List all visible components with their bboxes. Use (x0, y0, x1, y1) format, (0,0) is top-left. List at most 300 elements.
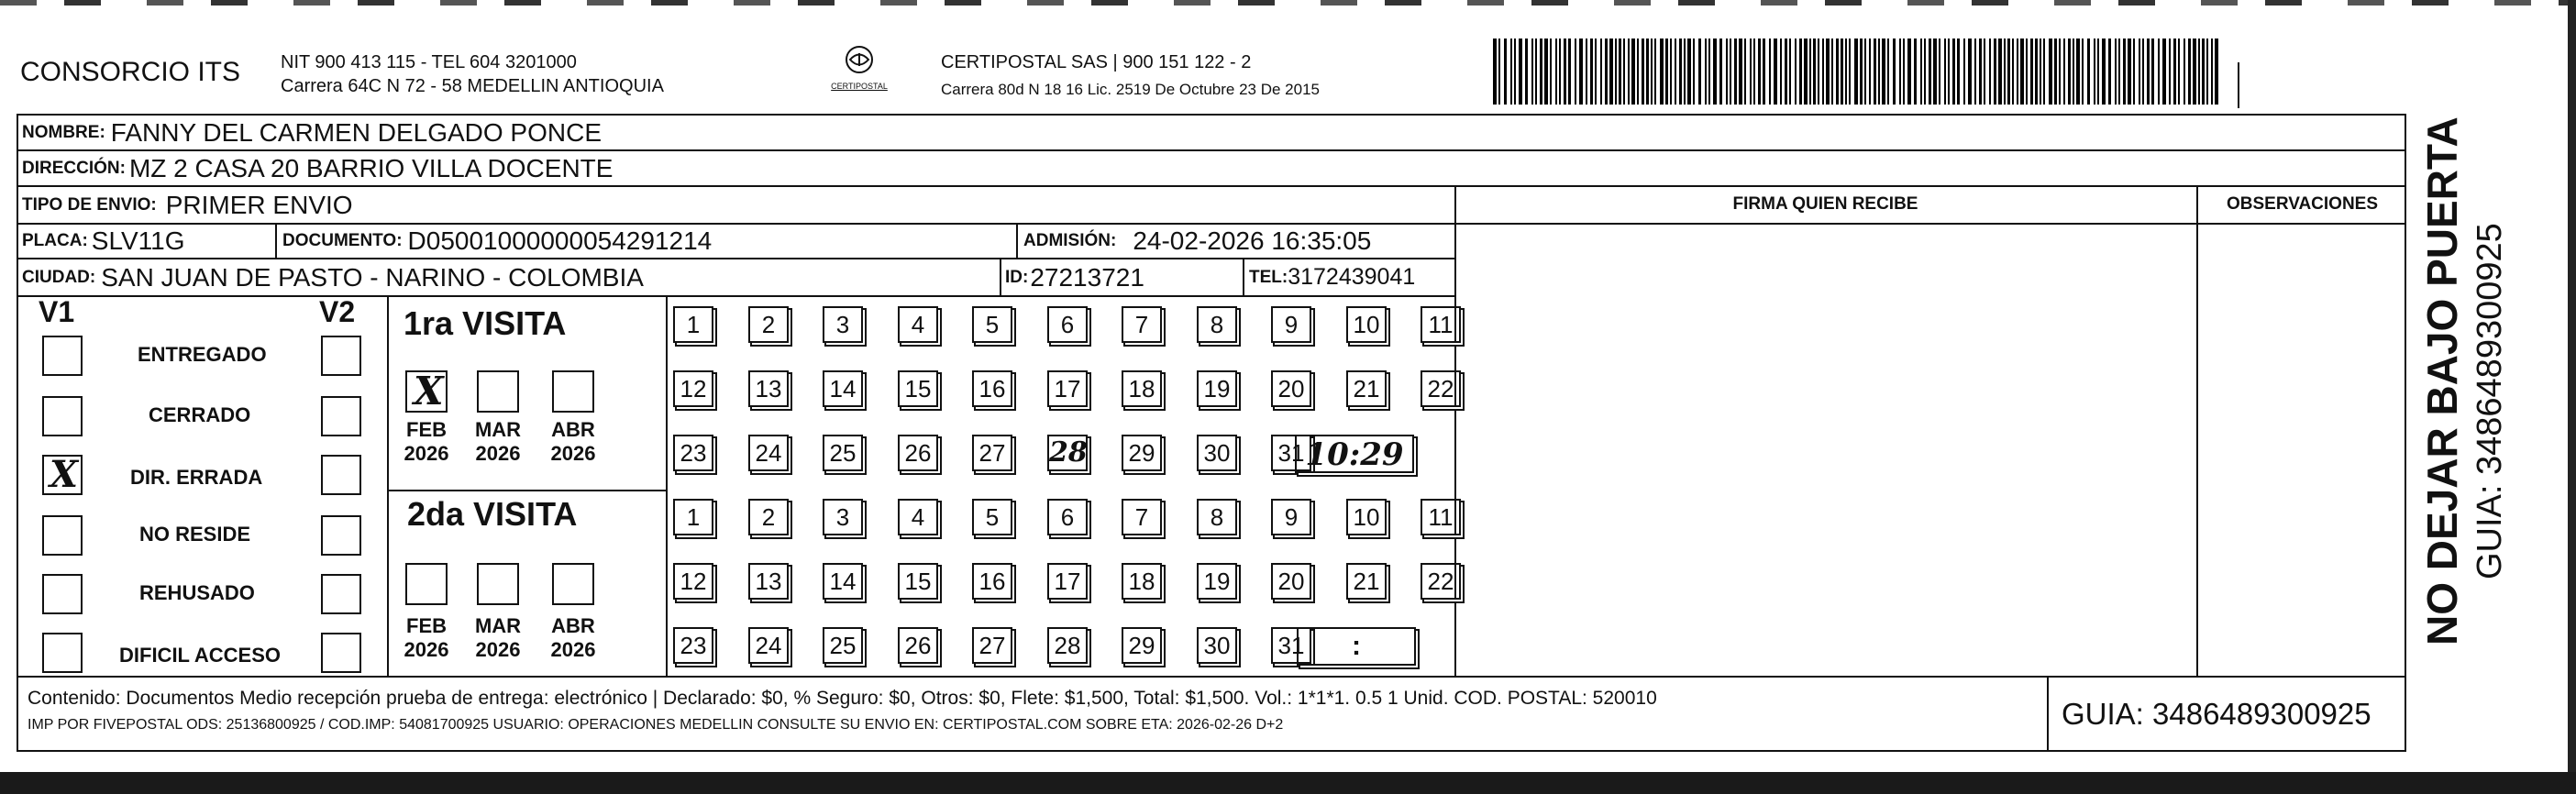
visit1-day-number: 6 (1060, 311, 1075, 338)
barcode-tick (2238, 62, 2239, 108)
visit2-day-number: 8 (1210, 503, 1224, 531)
barcode-bar (1744, 39, 1746, 105)
visit1-day-number: 18 (1128, 375, 1155, 403)
v2-entregado-checkbox[interactable] (321, 336, 361, 376)
visit2-day-box[interactable] (748, 499, 789, 535)
visit1-day-box[interactable] (1197, 306, 1237, 343)
tipo-value: PRIMER ENVIO (165, 190, 353, 219)
visit2-day-number: 4 (911, 503, 925, 531)
tipo-row (22, 187, 353, 223)
visit1-day-box[interactable] (1122, 306, 1162, 343)
visit2-abr-label (541, 614, 605, 662)
barcode-bar (1660, 39, 1664, 105)
barcode-bar (1864, 39, 1866, 105)
visit2-day-number: 30 (1203, 632, 1231, 659)
visit1-feb-box[interactable] (405, 370, 448, 413)
barcode-bar (1920, 39, 1922, 105)
visit2-mar-label (466, 614, 530, 662)
v1-dir-errada-checkbox[interactable] (42, 455, 83, 495)
visit2-day-box[interactable] (1271, 563, 1311, 600)
visit2-day-box[interactable] (898, 627, 938, 664)
visit2-time: : (1352, 631, 1361, 661)
barcode-bar (1693, 39, 1695, 105)
visit2-abr-box[interactable] (552, 563, 594, 605)
visit1-abr-box[interactable] (552, 370, 594, 413)
v2-label: V2 (319, 295, 356, 328)
v2-cerrado-checkbox[interactable] (321, 396, 361, 436)
barcode-bar (2178, 39, 2180, 105)
ciudad-row (22, 259, 644, 295)
visit2-day-number: 11 (1428, 503, 1454, 531)
visit1-day-box[interactable] (823, 306, 863, 343)
side-guia: GUIA: 3486489300925 (2471, 223, 2509, 579)
barcode-bar (2012, 39, 2014, 105)
barcode-bar (1878, 39, 1880, 105)
visit2-day-number: 19 (1203, 568, 1231, 595)
barcode-bar (2128, 39, 2131, 105)
visit1-day-number: 8 (1210, 311, 1224, 338)
barcode-bar (1623, 39, 1625, 105)
visit2-day-box[interactable] (1197, 499, 1237, 535)
barcode-bar (2151, 39, 2154, 105)
company-nit: NIT 900 413 115 - TEL 604 3201000 (281, 52, 577, 72)
barcode-bar (2049, 39, 2052, 105)
visit1-day-box[interactable] (748, 435, 789, 471)
barcode-bar (1860, 39, 1863, 105)
visit2-feb-box[interactable] (405, 563, 448, 605)
barcode-bar (1924, 39, 1926, 105)
barcode-bar (1785, 39, 1787, 105)
visit2-day-number: 24 (755, 632, 782, 659)
barcode-bar (1708, 39, 1710, 105)
visit1-day-number: 4 (911, 311, 925, 338)
barcode-bar (2206, 39, 2208, 105)
company-name: CONSORCIO ITS (20, 57, 241, 87)
barcode-bar (1504, 39, 1507, 105)
barcode-bar (1963, 39, 1965, 105)
top-edge-marks (0, 0, 2576, 6)
barcode-bar (2139, 39, 2140, 105)
barcode-bar (1730, 39, 1731, 105)
visit2-title: 2da VISITA (407, 495, 578, 533)
barcode-bar (1698, 39, 1701, 105)
v1-label: V1 (39, 295, 75, 328)
barcode-bar (2007, 39, 2010, 105)
barcode-bar (1809, 39, 1811, 105)
visit1-day-box[interactable] (898, 370, 938, 407)
barcode-bar (1726, 39, 1728, 105)
visit1-day-number: 14 (829, 375, 857, 403)
barcode (1493, 39, 2227, 105)
barcode-bar (2087, 39, 2090, 105)
visit2-day-box[interactable] (972, 499, 1012, 535)
visit1-day-box[interactable] (1197, 370, 1237, 407)
barcode-bar (1498, 39, 1500, 105)
barcode-bar (2035, 39, 2038, 105)
barcode-bar (1903, 39, 1905, 105)
barcode-bar (1510, 39, 1512, 105)
divider-admision (1016, 223, 1018, 259)
visit2-day-box[interactable] (1346, 499, 1387, 535)
barcode-bar (1675, 39, 1676, 105)
visit1-day-number: 29 (1128, 439, 1155, 467)
visit2-day-box[interactable] (1047, 499, 1088, 535)
v2-no-reside-checkbox[interactable] (321, 515, 361, 556)
status-cerrado: CERRADO (149, 403, 251, 426)
barcode-bar (1651, 39, 1653, 105)
placa-label: PLACA: (22, 231, 88, 250)
barcode-bar (1813, 39, 1816, 105)
visit1-day-box[interactable] (972, 306, 1012, 343)
barcode-bar (2123, 39, 2126, 105)
visit2-mar-box[interactable] (477, 563, 519, 605)
visit2-feb-year: 2026 (404, 638, 449, 661)
barcode-bar (1998, 39, 2002, 105)
visit1-day-number: 22 (1427, 375, 1454, 403)
visit1-day-box[interactable] (972, 435, 1012, 471)
visit1-feb-label (394, 418, 459, 466)
barcode-bar (2040, 39, 2041, 105)
barcode-bar (1780, 39, 1782, 105)
barcode-bar (1929, 39, 1931, 105)
barcode-bar (1933, 39, 1937, 105)
visit2-day-number: 15 (904, 568, 932, 595)
visit2-day-box[interactable] (972, 627, 1012, 664)
barcode-bar (2211, 39, 2213, 105)
certipostal-line: CERTIPOSTAL SAS | 900 151 122 - 2 (941, 52, 1252, 72)
visit1-mar-box[interactable] (477, 370, 519, 413)
company-address: Carrera 64C N 72 - 58 MEDELLIN ANTIOQUIA (281, 76, 664, 96)
barcode-bar (1914, 39, 1917, 105)
barcode-bar (1948, 39, 1950, 105)
footer-guia: GUIA: 3486489300925 (2062, 697, 2371, 731)
visit1-day-number: 23 (680, 439, 707, 467)
documento-label: DOCUMENTO: (282, 231, 403, 250)
visit2-abr-month: ABR (551, 614, 595, 637)
visit2-day-box[interactable] (673, 499, 713, 535)
visit1-day-box[interactable] (748, 370, 789, 407)
visit2-day-box[interactable] (823, 627, 863, 664)
barcode-bar (1887, 39, 1889, 105)
visit1-day-box[interactable] (972, 370, 1012, 407)
barcode-bar (1665, 39, 1668, 105)
v2-dir-errada-checkbox[interactable] (321, 455, 361, 495)
visit2-day-box[interactable] (823, 563, 863, 600)
visit2-day-box[interactable] (898, 563, 938, 600)
visit1-day-number: 7 (1134, 311, 1149, 338)
firma-header: FIRMA QUIEN RECIBE (1732, 194, 1918, 214)
visit1-day-box[interactable] (1421, 306, 1461, 343)
barcode-bar (1974, 39, 1976, 105)
v1-rehusado-checkbox[interactable] (42, 574, 83, 614)
barcode-bar (1849, 39, 1851, 105)
divider-visits (387, 490, 668, 491)
barcode-bar (1535, 39, 1537, 105)
divider-status (387, 295, 389, 676)
visit1-abr-label (541, 418, 605, 466)
barcode-bar (2068, 39, 2071, 105)
visit1-day-box[interactable] (1346, 370, 1387, 407)
side-warning: NO DEJAR BAJO PUERTA (2418, 116, 2466, 645)
visit1-day-number: 11 (1428, 311, 1454, 338)
barcode-bar (2073, 39, 2074, 105)
barcode-bar (2059, 39, 2061, 105)
visit1-day-number: 20 (1277, 375, 1305, 403)
barcode-bar (2142, 39, 2144, 105)
visit1-day-box[interactable] (1122, 370, 1162, 407)
visit2-feb-month: FEB (406, 614, 447, 637)
v1-dificil-acceso-checkbox[interactable] (42, 633, 83, 673)
footer-imp: IMP POR FIVEPOSTAL ODS: 25136800925 / COD.IMP: 54081700925 USUARIO: OPERACIONES MEDELLIN CONSULTE SU ENVIO EN: CERTIPOSTAL.COM SOBRE ETA: 2026-02-26 D+2 (28, 717, 1284, 733)
visit1-day-number: 26 (904, 439, 932, 467)
barcode-bar (1952, 39, 1955, 105)
barcode-bar (1822, 39, 1824, 105)
visit1-day-number: 3 (835, 311, 850, 338)
barcode-bar (1893, 39, 1896, 105)
visit1-time-box[interactable] (1295, 435, 1414, 473)
visit1-day-number: 21 (1353, 375, 1380, 403)
visit1-day-number: 31 (1277, 439, 1305, 467)
placa-value: SLV11G (91, 226, 185, 255)
divider-tel (1243, 258, 1244, 295)
visit2-day-number: 17 (1054, 568, 1081, 595)
admision-value: 24-02-2026 16:35:05 (1133, 226, 1372, 255)
visit2-day-box[interactable] (1047, 563, 1088, 600)
visit2-day-box[interactable] (1197, 627, 1237, 664)
visit2-day-box[interactable] (972, 563, 1012, 600)
barcode-bar (2215, 39, 2218, 105)
barcode-bar (1713, 39, 1717, 105)
visit2-day-number: 3 (835, 503, 850, 531)
visit2-day-box[interactable] (1122, 499, 1162, 535)
visit1-day-box[interactable] (673, 370, 713, 407)
barcode-bar (1642, 39, 1644, 105)
visit1-day-box[interactable] (1197, 435, 1237, 471)
visit2-feb-label (394, 614, 459, 662)
ciudad-label: CIUDAD: (22, 267, 96, 287)
visit2-day-number: 16 (978, 568, 1006, 595)
barcode-bar (2173, 39, 2176, 105)
v1-no-reside-checkbox[interactable] (42, 515, 83, 556)
visit1-day-box[interactable] (1047, 306, 1088, 343)
v1-entregado-checkbox[interactable] (42, 336, 83, 376)
visit2-day-box[interactable] (1122, 627, 1162, 664)
visit2-day-box[interactable] (1421, 499, 1461, 535)
visit1-day-box[interactable] (673, 306, 713, 343)
placa-row (22, 225, 184, 258)
visit2-day-box[interactable] (1271, 499, 1311, 535)
barcode-bar (2097, 39, 2099, 105)
barcode-bar (1944, 39, 1946, 105)
visit2-day-number: 10 (1353, 503, 1380, 531)
barcode-bar (2188, 39, 2191, 105)
visit1-day-number: 16 (978, 375, 1006, 403)
barcode-bar (1525, 39, 1528, 105)
v1-cerrado-checkbox[interactable] (42, 396, 83, 436)
visit1-day-number: 9 (1284, 311, 1299, 338)
barcode-bar (1564, 39, 1566, 105)
barcode-bar (2118, 39, 2120, 105)
visit2-day-box[interactable] (1197, 563, 1237, 600)
visit1-day-box[interactable] (1122, 435, 1162, 471)
visit1-day-box[interactable] (1271, 370, 1311, 407)
nombre-row (22, 116, 602, 149)
ciudad-value: SAN JUAN DE PASTO - NARINO - COLOMBIA (101, 262, 644, 292)
observaciones-header: OBSERVACIONES (2226, 194, 2379, 214)
visit1-day-number: 17 (1054, 375, 1081, 403)
barcode-bar (1609, 39, 1613, 105)
visit2-mar-month: MAR (474, 614, 522, 637)
barcode-bar (1869, 39, 1871, 105)
visit2-day-box[interactable] (673, 563, 713, 600)
barcode-bar (2082, 39, 2084, 105)
barcode-bar (1845, 39, 1847, 105)
status-no-reside: NO RESIDE (139, 523, 251, 546)
barcode-bar (1994, 39, 1996, 105)
visit1-day-box[interactable] (1047, 435, 1088, 471)
tel-label: TEL: (1249, 267, 1288, 287)
visit2-day-box[interactable] (1122, 563, 1162, 600)
visit1-day-box[interactable] (823, 370, 863, 407)
license-line: Carrera 80d N 18 16 Lic. 2519 De Octubre 23 De 2015 (941, 81, 1320, 98)
visit1-abr-month: ABR (551, 418, 595, 441)
visit1-day-number: 1 (686, 311, 701, 338)
visit1-feb-year: 2026 (404, 442, 449, 465)
barcode-bar (1679, 39, 1682, 105)
barcode-bar (2184, 39, 2185, 105)
visit2-day-number: 9 (1284, 503, 1299, 531)
barcode-bar (2030, 39, 2033, 105)
barcode-bar (1705, 39, 1707, 105)
visit1-day-number: 10 (1353, 311, 1380, 338)
barcode-bar (2054, 39, 2057, 105)
barcode-bar (2115, 39, 2117, 105)
barcode-bar (2102, 39, 2106, 105)
visit1-day-box[interactable] (748, 306, 789, 343)
visit1-day-box[interactable] (1047, 370, 1088, 407)
barcode-bar (1555, 39, 1557, 105)
barcode-bar (1774, 39, 1777, 105)
barcode-bar (1579, 39, 1583, 105)
visit1-mar-month: MAR (474, 418, 522, 441)
visit2-day-number: 14 (829, 568, 857, 595)
visit2-day-box[interactable] (898, 499, 938, 535)
id-row (1005, 259, 1144, 295)
id-label: ID: (1005, 267, 1029, 287)
barcode-bar (1739, 39, 1742, 105)
barcode-bar (1719, 39, 1722, 105)
admision-label: ADMISIÓN: (1023, 231, 1117, 250)
barcode-bar (1734, 39, 1737, 105)
status-entregado: ENTREGADO (138, 343, 267, 366)
divider-firma (1454, 185, 1456, 676)
status-dir-errada: DIR. ERRADA (130, 466, 263, 489)
barcode-bar (1654, 39, 1656, 105)
visit1-day-box[interactable] (898, 306, 938, 343)
visit2-day-number: 23 (680, 632, 707, 659)
documento-row (282, 225, 712, 258)
visit1-day-number: 28 (1049, 436, 1088, 469)
barcode-bar (2169, 39, 2171, 105)
barcode-bar (1854, 39, 1858, 105)
barcode-bar (2202, 39, 2205, 105)
visit1-day-box[interactable] (1271, 306, 1311, 343)
direccion-row (22, 151, 613, 185)
visit2-day-box[interactable] (1047, 627, 1088, 664)
barcode-bar (1637, 39, 1639, 105)
visit1-day-number: 24 (755, 439, 782, 467)
divider-placa (275, 223, 277, 259)
barcode-bar (1939, 39, 1940, 105)
visit2-day-box[interactable] (748, 563, 789, 600)
visit2-day-number: 26 (904, 632, 932, 659)
barcode-bar (1804, 39, 1808, 105)
visit1-day-number: 30 (1203, 439, 1231, 467)
visit1-day-number: 12 (680, 375, 707, 403)
visit2-mar-year: 2026 (475, 638, 521, 661)
visit2-day-box[interactable] (1421, 563, 1461, 600)
tel-value: 3172439041 (1288, 264, 1416, 290)
barcode-bar (1968, 39, 1972, 105)
barcode-bar (2043, 39, 2045, 105)
barcode-bar (1836, 39, 1839, 105)
footer-contenido: Contenido: Documentos Medio recepción prueba de entrega: electrónico | Declarado: $0, % Seguro: $0, Otros: $0, Flete: $1,500, Total: $1,500. Vol.: 1*1*1. 0.5 1 Unid. COD. POSTAL: 520010 (28, 688, 1657, 709)
barcode-bar (1763, 39, 1765, 105)
visit2-day-box[interactable] (1346, 563, 1387, 600)
barcode-bar (2147, 39, 2150, 105)
barcode-bar (1559, 39, 1561, 105)
direccion-value: MZ 2 CASA 20 BARRIO VILLA DOCENTE (128, 153, 614, 182)
line-2 (17, 185, 2406, 187)
visit1-day-box[interactable] (673, 435, 713, 471)
barcode-bar (1619, 39, 1621, 105)
barcode-bar (1493, 39, 1497, 105)
barcode-bar (1758, 39, 1761, 105)
barcode-bar (1769, 39, 1771, 105)
visit2-day-box[interactable] (823, 499, 863, 535)
visit1-day-box[interactable] (823, 435, 863, 471)
visit2-day-number: 28 (1054, 632, 1081, 659)
visit1-abr-year: 2026 (550, 442, 596, 465)
barcode-bar (1590, 39, 1593, 105)
barcode-bar (1615, 39, 1617, 105)
visit1-day-box[interactable] (1421, 370, 1461, 407)
visit2-time-box[interactable] (1297, 627, 1416, 666)
visit1-day-number: 25 (829, 439, 857, 467)
barcode-bar (1595, 39, 1597, 105)
tipo-label: TIPO DE ENVIO: (22, 194, 157, 215)
visit2-day-box[interactable] (748, 627, 789, 664)
visit1-day-number: 13 (755, 375, 782, 403)
v2-dificil-acceso-checkbox[interactable] (321, 633, 361, 673)
visit1-day-box[interactable] (898, 435, 938, 471)
barcode-bar (1531, 39, 1533, 105)
visit1-day-box[interactable] (1346, 306, 1387, 343)
visit2-day-number: 12 (680, 568, 707, 595)
visit2-day-box[interactable] (673, 627, 713, 664)
certipostal-logo (830, 44, 889, 91)
v2-rehusado-checkbox[interactable] (321, 574, 361, 614)
barcode-bar (1646, 39, 1649, 105)
barcode-bar (2004, 39, 2006, 105)
barcode-bar (2076, 39, 2080, 105)
barcode-bar (2108, 39, 2111, 105)
divider-visit-months (666, 295, 668, 676)
barcode-bar (1750, 39, 1752, 105)
divider-footer-guia (2047, 676, 2049, 752)
visit2-day-number: 20 (1277, 568, 1305, 595)
nombre-label: NOMBRE: (22, 122, 105, 142)
